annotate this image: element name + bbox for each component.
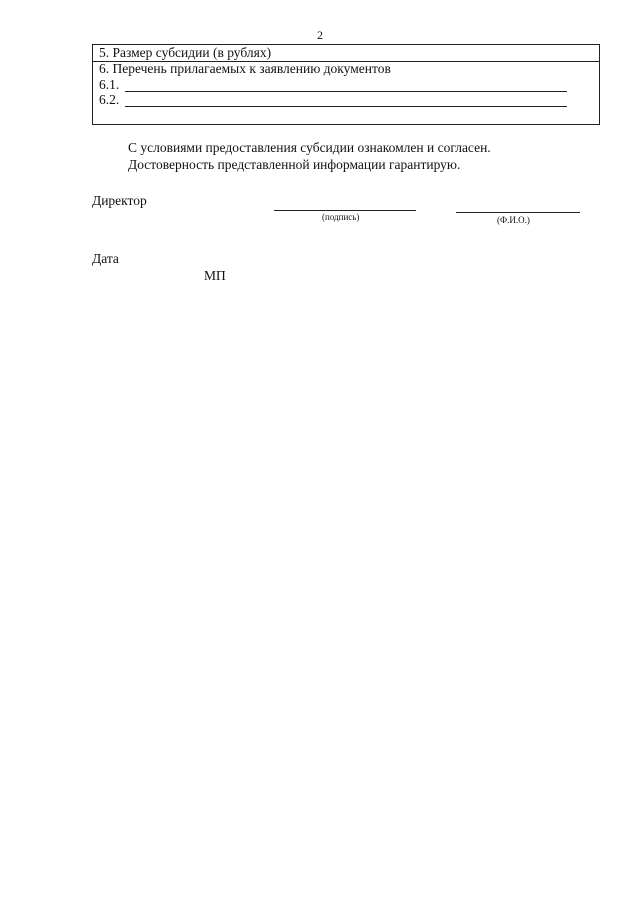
documents-list-heading: 6. Перечень прилагаемых к заявлению документов [99, 61, 391, 76]
application-form-table [92, 44, 600, 125]
document-item-6-1-field[interactable] [125, 91, 567, 92]
subsidy-amount-label: 5. Размер субсидии (в рублях) [99, 45, 272, 60]
documents-list-row [93, 61, 599, 124]
stamp-label: МП [204, 268, 226, 283]
director-label: Директор [92, 193, 147, 208]
subsidy-amount-row [93, 45, 599, 62]
fio-field[interactable] [456, 212, 580, 213]
signature-field[interactable] [274, 210, 416, 211]
page-number: 2 [317, 28, 323, 42]
fio-caption: (Ф.И.О.) [497, 215, 530, 225]
document-item-6-2-field[interactable] [125, 106, 567, 107]
document-item-6-1-label: 6.1. [99, 77, 120, 92]
signature-caption: (подпись) [322, 212, 360, 222]
accuracy-statement: Достоверность представленной информации гарантирую. [128, 157, 461, 172]
date-label: Дата [92, 251, 119, 266]
consent-statement: С условиями предоставления субсидии ознакомлен и согласен. [128, 140, 491, 155]
document-item-6-2-label: 6.2. [99, 92, 120, 107]
